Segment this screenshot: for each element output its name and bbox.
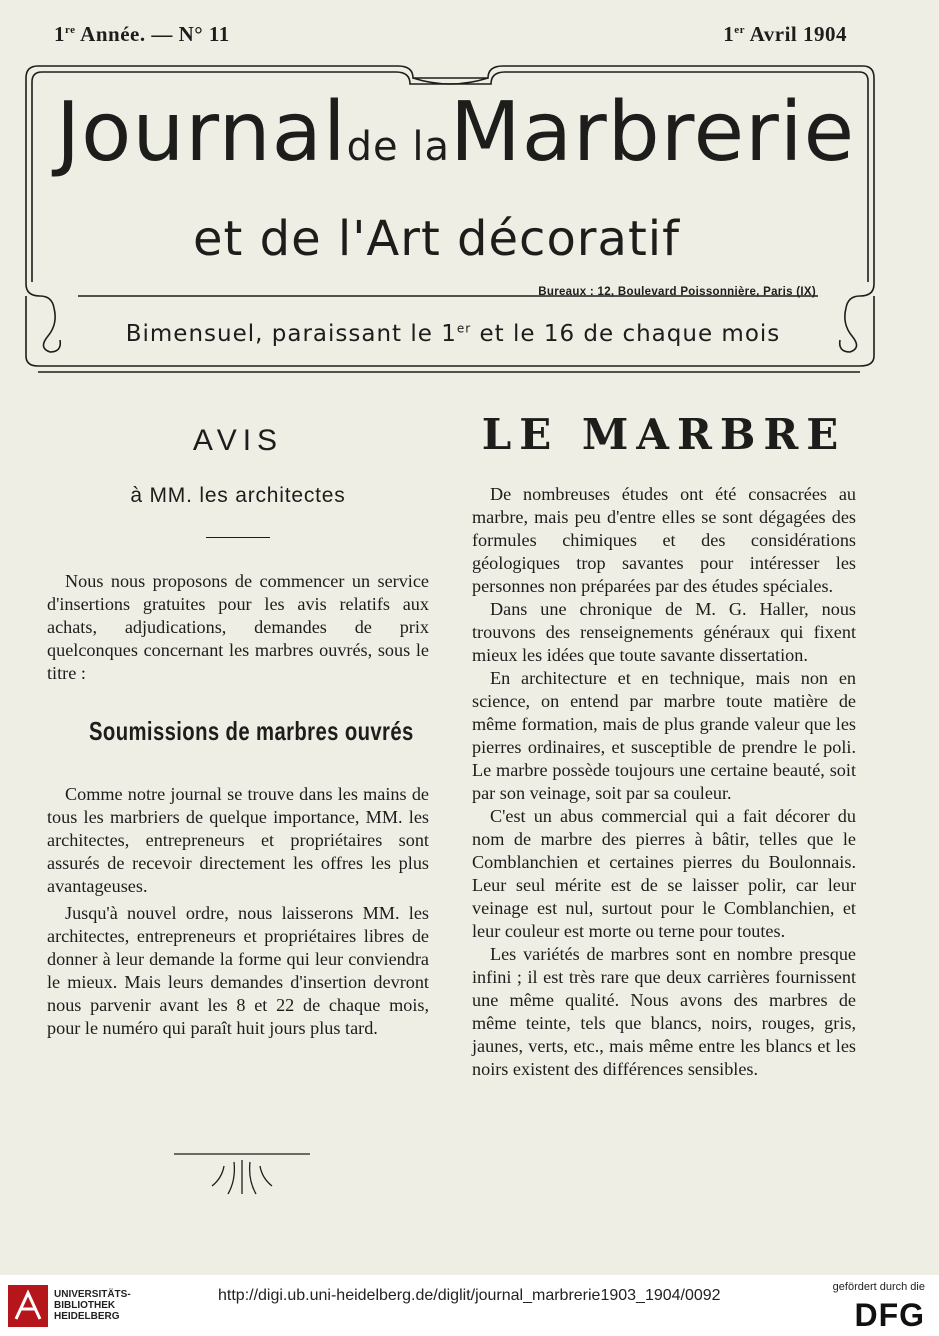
masthead	[18, 56, 878, 381]
funding-note: gefördert durch die	[832, 1281, 925, 1293]
dfg-logo: DFG	[854, 1297, 925, 1333]
paragraph: Comme notre journal se trouve dans les mains de tous les marbriers de quelque importance, MM. les architectes, entrepreneurs et propriétaires sont assurés de recevoir directement les offres les plus avantageuses.	[47, 784, 429, 896]
avis-intro	[47, 570, 429, 685]
issue-number: 1re Année. — N° 11	[54, 22, 230, 46]
masthead-subtitle: et de l'Art décoratif	[193, 211, 681, 267]
paragraph: De nombreuses études ont été consacrées au marbre, mais peu d'entre elles se sont dégagées des formules chimiques et des considérations géologiques trop savantes pour intéresser les personnes non préparées par des études spéciales.	[472, 484, 856, 596]
source-url-link[interactable]: http://digi.ub.uni-heidelberg.de/diglit/journal_marbrerie1903_1904/0092	[218, 1287, 721, 1304]
publication-frequency: Bimensuel, paraissant le 1er et le 16 de chaque mois	[125, 321, 781, 347]
avis-body	[47, 783, 429, 1040]
paragraph: Nous nous proposons de commencer un service d'insertions gratuites pour les avis relatifs aux achats, adjudications, demandes de prix quelconques concernant les marbres ouvrés, sous le titre :	[47, 571, 429, 683]
section-heading: Soumissions de marbres ouvrés	[89, 716, 414, 746]
divider	[206, 537, 270, 538]
library-name: UNIVERSITÄTS- BIBLIOTHEK HEIDELBERG	[54, 1289, 131, 1322]
avis-subtitle: à MM. les architectes	[130, 484, 346, 507]
masthead-title: Journalde laMarbrerie	[56, 85, 856, 180]
paragraph: En architecture et en technique, mais non en science, on entend par marbre toute matière de même formation, mais de plus grande valeur que les pierres ordinaires, et susceptible de prendre le poli. Le marbre possède toujours une certaine beauté, soit par son veinage, soit par sa couleur.	[472, 668, 856, 803]
paragraph: C'est un abus commercial qui a fait décorer du nom de marbre des pierres à bâtir, telles que le Comblanchien et certaines pierres du Boulonnais. Leur seul mérite est de se laisser polir, car leur veinage est nul, surtout pour le Comblanchien, et leur couleur est morte ou terne pour toutes.	[472, 806, 856, 941]
library-logo-icon	[8, 1285, 48, 1327]
office-address: Bureaux : 12, Boulevard Poissonnière, Paris (IX)	[538, 286, 816, 298]
paragraph: Jusqu'à nouvel ordre, nous laisserons MM. les architectes, entrepreneurs et propriétaires libres de donner à leur demande la forme qui leur conviendra le mieux. Mais leurs demandes d'insertion devront nous parvenir avant les 8 et 22 de chaque mois, pour le numéro qui paraît huit jours plus tard.	[47, 903, 429, 1038]
article-body	[472, 483, 856, 1081]
avis-title: AVIS	[192, 424, 284, 457]
paragraph: Dans une chronique de M. G. Haller, nous trouvons des renseignements généraux qui fixent mieux les idées que toute savante dissertation.	[472, 599, 856, 665]
paragraph: Les variétés de marbres sont en nombre presque infini ; il est très rare que deux carrières fournissent une même qualité. Nous avons des marbres de même teinte, tels que blancs, noirs, rouges, gris, jaunes, verts, etc., mais même entre les blancs et les noirs existent des différences sensibles.	[472, 944, 856, 1079]
digitization-footer	[0, 1275, 939, 1336]
ornament-icon	[172, 1150, 312, 1200]
article-title: LE MARBRE	[481, 410, 847, 459]
issue-date: 1er Avril 1904	[723, 22, 847, 46]
